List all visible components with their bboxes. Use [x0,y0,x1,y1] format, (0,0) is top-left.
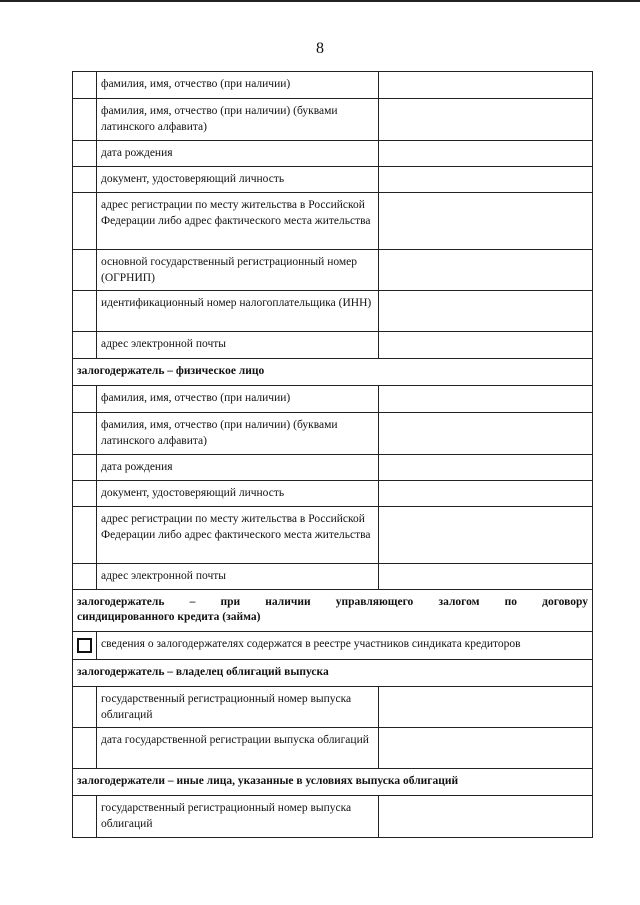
table-row [73,291,592,332]
field-value[interactable] [379,141,592,166]
indent-cell [73,728,97,768]
page-number: 8 [316,40,324,57]
field-label: фамилия, имя, отчество (при наличии) [97,386,379,412]
field-value[interactable] [379,193,592,249]
field-value[interactable] [379,796,592,837]
indent-cell [73,72,97,98]
field-label: адрес электронной почты [97,564,379,589]
indent-cell [73,141,97,166]
indent-cell [73,796,97,837]
table-row [73,796,592,837]
field-value[interactable] [379,728,592,768]
field-value[interactable] [379,250,592,290]
checkbox-row [73,632,592,660]
field-value[interactable] [379,455,592,480]
indent-cell [73,481,97,506]
field-label: государственный регистрационный номер выпуска облигаций [97,687,379,727]
table-row [73,250,592,291]
indent-cell [73,167,97,192]
table-row [73,728,592,769]
field-label: фамилия, имя, отчество (при наличии) (буквами латинского алфавита) [97,99,379,140]
field-label: дата рождения [97,455,379,480]
top-edge-line [0,0,640,2]
table-row [73,386,592,413]
field-label: фамилия, имя, отчество (при наличии) [97,72,379,98]
indent-cell [73,413,97,454]
field-value[interactable] [379,507,592,563]
table-row [73,481,592,507]
table-row [73,564,592,590]
field-value[interactable] [379,564,592,589]
table-row [73,167,592,193]
table-row [73,72,592,99]
indent-cell [73,332,97,358]
field-label: дата рождения [97,141,379,166]
field-value[interactable] [379,167,592,192]
indent-cell [73,193,97,249]
field-label: документ, удостоверяющий личность [97,167,379,192]
indent-cell [73,687,97,727]
field-value[interactable] [379,386,592,412]
table-row [73,687,592,728]
field-label: основной государственный регистрационный номер (ОГРНИП) [97,250,379,290]
field-label: идентификационный номер налогоплательщика (ИНН) [97,291,379,331]
pledge-form-table [72,71,593,838]
syndicate-registry-checkbox[interactable] [77,638,92,653]
indent-cell [73,455,97,480]
field-value[interactable] [379,72,592,98]
table-row [73,141,592,167]
section-heading-line: залогодержатель – при наличии управляющего залогом по договору [77,596,588,608]
field-label: адрес регистрации по месту жительства в Российской Федерации либо адрес фактического места жительства [97,507,379,563]
section-heading-syndicate [73,590,592,632]
table-row [73,507,592,564]
field-value[interactable] [379,481,592,506]
field-label: дата государственной регистрации выпуска облигаций [97,728,379,768]
indent-cell [73,250,97,290]
table-row [73,99,592,141]
field-value[interactable] [379,332,592,358]
field-label: адрес регистрации по месту жительства в Российской Федерации либо адрес фактического места жительства [97,193,379,249]
indent-cell [73,99,97,140]
field-label: документ, удостоверяющий личность [97,481,379,506]
field-value[interactable] [379,291,592,331]
field-label: фамилия, имя, отчество (при наличии) (буквами латинского алфавита) [97,413,379,454]
section-heading: залогодержатель – владелец облигаций выпуска [73,660,592,687]
field-value[interactable] [379,99,592,140]
table-row [73,332,592,359]
checkbox-cell [73,632,97,659]
field-label: адрес электронной почты [97,332,379,358]
field-value[interactable] [379,687,592,727]
table-row [73,193,592,250]
field-label: государственный регистрационный номер выпуска облигаций [97,796,379,837]
checkbox-label: сведения о залогодержателях содержатся в реестре участников синдиката кредиторов [101,638,521,650]
table-row [73,455,592,481]
indent-cell [73,507,97,563]
field-value[interactable] [379,413,592,454]
section-heading: залогодержатель – физическое лицо [73,359,592,386]
table-row [73,413,592,455]
section-heading: залогодержатели – иные лица, указанные в условиях выпуска облигаций [73,769,592,796]
indent-cell [73,386,97,412]
indent-cell [73,564,97,589]
indent-cell [73,291,97,331]
section-heading-line: синдицированного кредита (займа) [77,611,261,623]
